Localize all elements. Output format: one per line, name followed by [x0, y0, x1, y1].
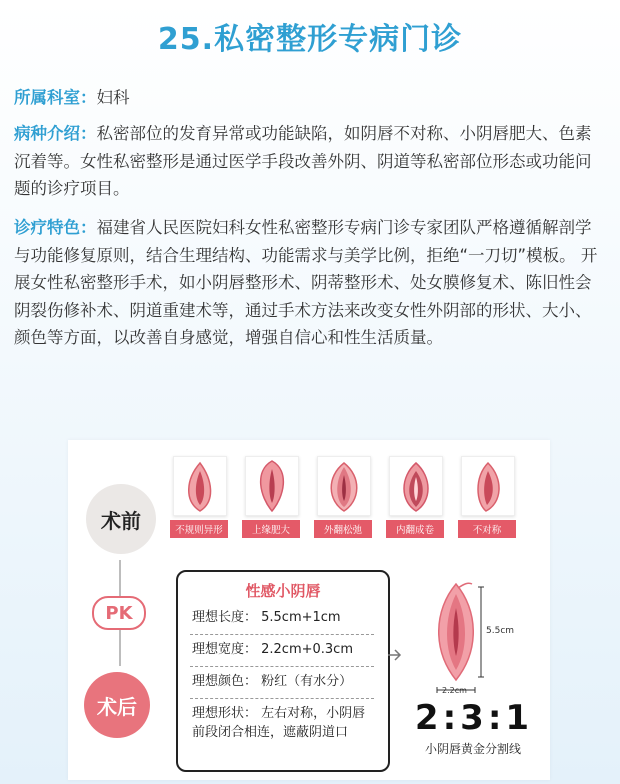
features-label: 诊疗特色： — [14, 218, 97, 237]
anatomy-illustration-icon — [173, 456, 227, 516]
before-type-item — [458, 456, 516, 538]
department-section — [14, 84, 606, 112]
anatomy-illustration-icon — [461, 456, 515, 516]
after-circle: 术后 — [84, 672, 150, 738]
before-type-label: 不对称 — [458, 520, 516, 538]
card-divider — [190, 634, 374, 635]
height-dimension-line — [476, 586, 486, 678]
ideal-length: 理想长度： 5.5cm+1cm — [192, 610, 341, 625]
ideal-shape: 理想形状： 左右对称，小阴唇前段闭合相连，遮蔽阴道口 — [192, 706, 366, 740]
introduction-section — [14, 120, 606, 203]
ideal-spec-card — [176, 570, 390, 772]
before-type-label: 外翻松弛 — [314, 520, 372, 538]
arrow-right-icon — [386, 648, 404, 662]
height-dimension-label: 5.5cm — [486, 626, 515, 636]
width-dimension-label: 2.2cm — [442, 686, 467, 695]
connector-line-bottom — [119, 628, 121, 666]
features-text: 福建省人民医院妇科女性私密整形专病门诊专家团队严格遵循解剖学与功能修复原则，结合生理结构、功能需求与美学比例，拒绝“一刀切”模板。 开展女性私密整形手术，如小阴唇整形术、阴蒂整形术、处女膜修复术、陈旧性会阴裂伤修补术、阴道重建术等，通过手术方法来改变女性外阴部的形状、大小、颜色等方面，以改善自身感觉，增强自信心和性生活质量。 — [14, 218, 598, 347]
department-label: 所属科室： — [14, 88, 97, 107]
ideal-width: 理想宽度： 2.2cm+0.3cm — [192, 642, 353, 657]
anatomy-illustration-icon — [317, 456, 371, 516]
features-section — [14, 214, 606, 352]
before-type-label: 不规则异形 — [170, 520, 228, 538]
before-circle: 术前 — [86, 484, 156, 554]
before-type-item — [386, 456, 444, 538]
pk-badge: PK — [92, 596, 146, 630]
before-type-item — [170, 456, 228, 538]
page-title: 25.私密整形专病门诊 — [157, 22, 463, 57]
department-value: 妇科 — [96, 88, 130, 107]
before-type-item — [314, 456, 372, 538]
connector-line-top — [119, 560, 121, 596]
anatomy-illustration-icon — [245, 456, 299, 516]
before-type-label: 内翻成卷 — [386, 520, 444, 538]
anatomy-illustration-icon — [389, 456, 443, 516]
golden-ratio: 2:3:1 — [414, 698, 534, 738]
golden-ratio-caption: 小阴唇黄金分割线 — [424, 742, 521, 756]
introduction-label: 病种介绍： — [14, 124, 97, 143]
card-divider — [190, 698, 374, 699]
before-type-item — [242, 456, 300, 538]
ideal-color: 理想颜色： 粉红（有水分） — [192, 674, 353, 689]
before-type-label: 上缘肥大 — [242, 520, 300, 538]
introduction-text: 私密部位的发育异常或功能缺陷，如阴唇不对称、小阴唇肥大、色素沉着等。女性私密整形是通过医学手段改善外阴、阴道等私密部位形态或功能问题的诊疗项目。 — [14, 124, 592, 198]
card-divider — [190, 666, 374, 667]
card-title: 性感小阴唇 — [245, 582, 321, 600]
